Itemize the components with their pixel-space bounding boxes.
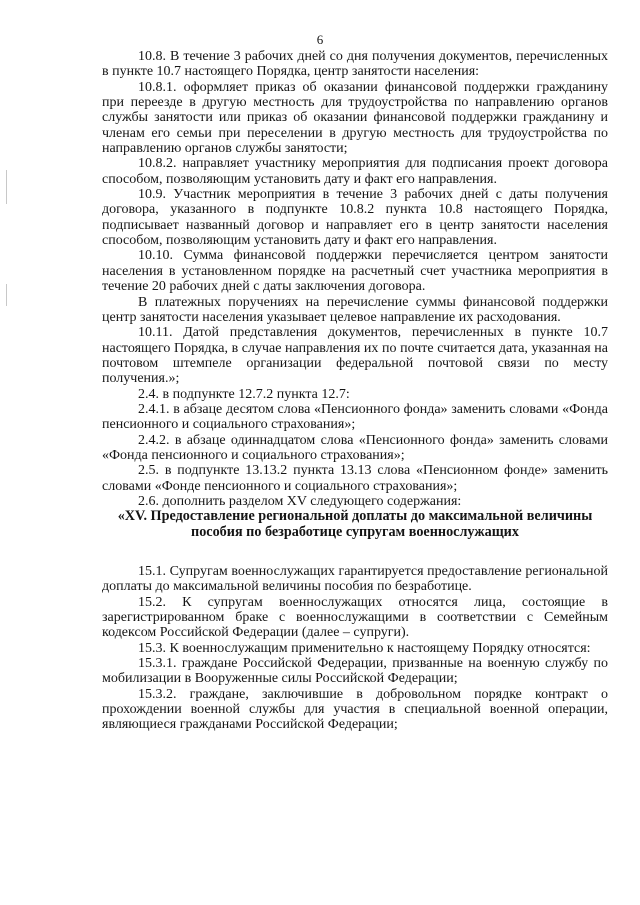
- paragraph-10-8: 10.8. В течение 3 рабочих дней со дня получения документов, перечисленных в пункте 10.7 настоящего Порядка, центр занятости населения:: [102, 49, 608, 80]
- section-heading: «XV. Предоставление региональной доплаты до максимальной величины пособия по безработице супругам военнослужащих: [117, 508, 593, 540]
- paragraph-15-2: 15.2. К супругам военнослужащих относятся лица, состоящие в зарегистрированном браке с военнослужащими в соответствии с Семейным кодексом Российской Федерации (далее – супруги).: [102, 594, 608, 641]
- section-gap: [102, 540, 608, 564]
- paragraph-2-4-2: 2.4.2. в абзаце одиннадцатом слова «Пенсионного фонда» заменить словами «Фонда пенсионного и социального страхования»;: [102, 432, 608, 463]
- paragraph-10-8-1: 10.8.1. оформляет приказ об оказании финансовой поддержки гражданину при переезде в другую местность для трудоустройства по направлению органов службы занятости или приказ об оказании финансовой поддержки гражданину и членам его семьи при переселении в другую местность для трудоустройства по направлению органов службы занятости;: [102, 79, 608, 157]
- page-number: 6: [316, 32, 324, 47]
- paragraph-2-4-1: 2.4.1. в абзаце десятом слова «Пенсионного фонда» заменить словами «Фонда пенсионного и социального страхования»;: [102, 401, 608, 433]
- paragraph-10-8-2: 10.8.2. направляет участнику мероприятия для подписания проект договора способом, позволяющим установить дату и факт его направления.: [102, 156, 608, 187]
- scan-margin-mark: [6, 284, 7, 306]
- document-body: [102, 49, 608, 733]
- paragraph-15-3-2: 15.3.2. граждане, заключившие в добровольном порядке контракт о прохождении военной службы для участия в специальной военной операции, являющиеся гражданами Российской Федерации;: [102, 686, 608, 733]
- paragraph-15-3: 15.3. К военнослужащим применительно к настоящему Порядку относятся:: [138, 640, 591, 656]
- paragraph-2-5: 2.5. в подпункте 13.13.2 пункта 13.13 слова «Пенсионном фонде» заменить словами «Фонде пенсионного и социального страхования»;: [102, 463, 608, 494]
- paragraph-2-6: 2.6. дополнить разделом XV следующего содержания:: [138, 493, 462, 509]
- paragraph-10-9: 10.9. Участник мероприятия в течение 3 рабочих дней с даты получения договора, указанного в подпункте 10.8.2 пункта 10.8 настоящего Порядка, подписывает названный договор и направляет его в центр занятости населения способом, позволяющим установить дату и факт его направления.: [102, 187, 608, 249]
- scan-margin-mark: [6, 170, 7, 204]
- paragraph-10-10: 10.10. Сумма финансовой поддержки перечисляется центром занятости населения в установленном порядке на расчетный счет участника мероприятия в течение 20 рабочих дней с даты заключения договора.: [102, 248, 608, 295]
- paragraph-payment-orders: В платежных поручениях на перечисление суммы финансовой поддержки центр занятости населения указывает целевое направление их расходования.: [102, 294, 608, 325]
- paragraph-10-11: 10.11. Датой представления документов, перечисленных в пункте 10.7 настоящего Порядка, в случае направления их по почте считается дата, указанная на почтовом штемпеле организации федеральной почтовой связи по месту получения.»;: [102, 325, 608, 387]
- paragraph-15-3-1: 15.3.1. граждане Российской Федерации, призванные на военную службу по мобилизации в Вооруженные силы Российской Федерации;: [102, 656, 608, 687]
- paragraph-15-1: 15.1. Супругам военнослужащих гарантируется предоставление региональной доплаты до максимальной величины пособия по безработице.: [102, 564, 608, 595]
- paragraph-2-4: 2.4. в подпункте 12.7.2 пункта 12.7:: [138, 386, 350, 402]
